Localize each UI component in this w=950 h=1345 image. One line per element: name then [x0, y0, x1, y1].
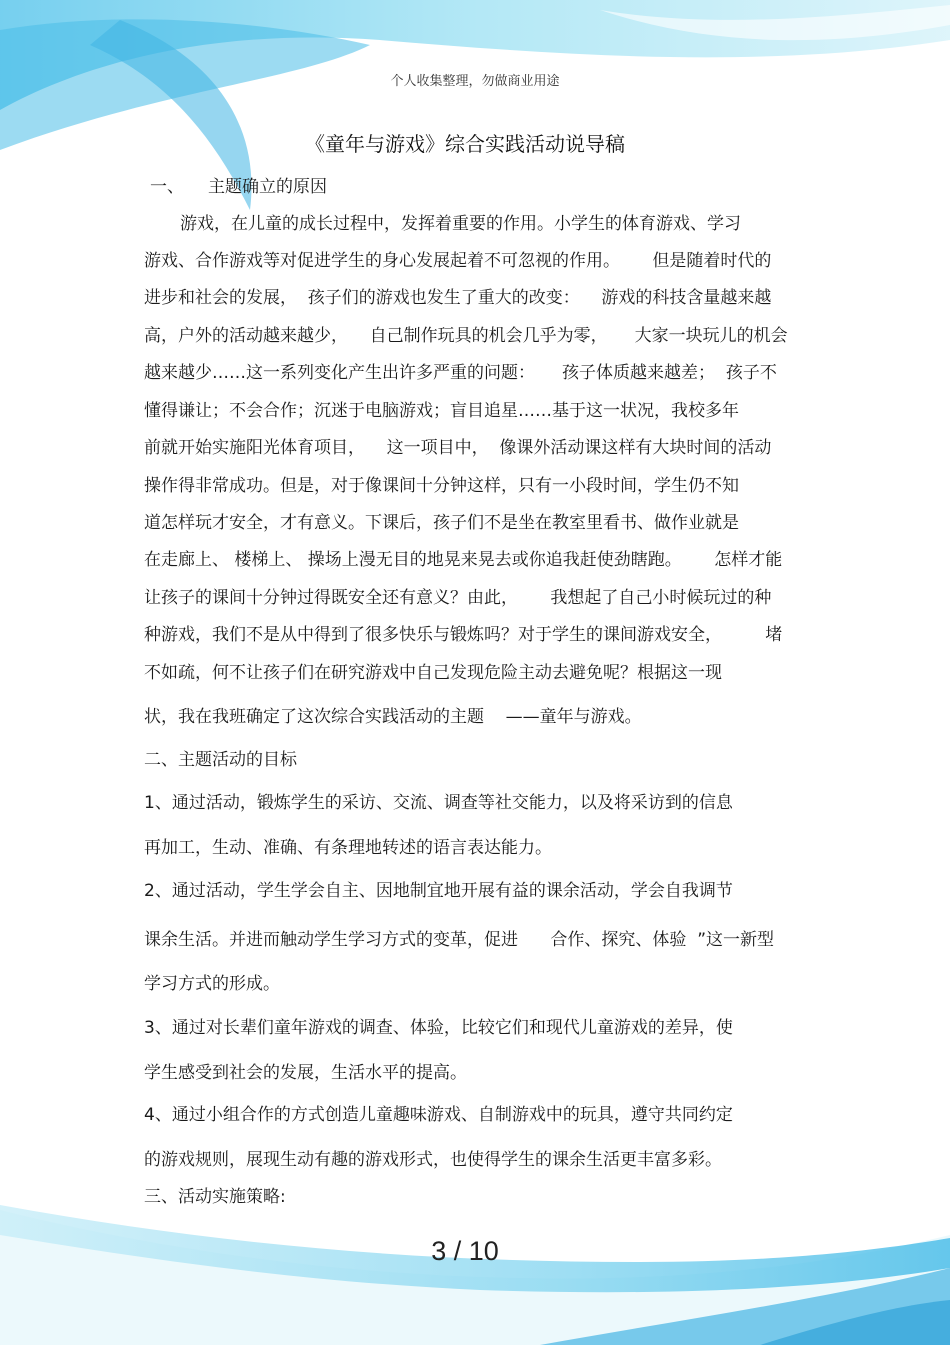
paragraph-line: 让孩子的课间十分钟过得既安全还有意义？由此， 我想起了自己小时候玩过的种: [144, 588, 772, 608]
goal-line: 2、通过活动，学生学会自主、因地制宜地开展有益的课余活动，学会自我调节: [144, 881, 733, 901]
paragraph-line: 越来越少……这一系列变化产生出许多严重的问题： 孩子体质越来越差； 孩子不: [144, 363, 777, 383]
paragraph-line: 进步和社会的发展， 孩子们的游戏也发生了重大的改变： 游戏的科技含量越来越: [144, 288, 772, 308]
goal-line: 1、通过活动，锻炼学生的采访、交流、调查等社交能力，以及将采访到的信息: [144, 793, 733, 813]
section1-heading: 主题确立的原因: [208, 177, 327, 197]
paragraph-line: 种游戏，我们不是从中得到了很多快乐与锻炼吗？对于学生的课间游戏安全， 堵: [144, 625, 783, 645]
goal-line: 4、通过小组合作的方式创造儿童趣味游戏、自制游戏中的玩具，遵守共同约定: [144, 1105, 733, 1125]
watermark-text: 个人收集整理，勿做商业用途: [390, 74, 560, 89]
page-indicator: 3 / 10: [431, 1236, 499, 1266]
section1-number: 一、: [150, 177, 184, 197]
goal-line: 学习方式的形成。: [144, 974, 280, 994]
document-title: 《童年与游戏》综合实践活动说导稿: [305, 132, 625, 156]
paragraph-line: 懂得谦让；不会合作；沉迷于电脑游戏；盲目追星……基于这一状况，我校多年: [144, 401, 739, 421]
paragraph-line: 在走廊上、 楼梯上、 操场上漫无目的地晃来晃去或你追我赶使劲瞎跑。 怎样才能: [144, 550, 783, 570]
goal-line: 再加工，生动、准确、有条理地转述的语言表达能力。: [144, 838, 552, 858]
goal-line: 3、通过对长辈们童年游戏的调查、体验，比较它们和现代儿童游戏的差异，使: [144, 1018, 733, 1038]
goal-line: 课余生活。并进而触动学生学习方式的变革，促进 合作、探究、体验 ”这一新型: [144, 930, 775, 950]
section2-heading: 二、主题活动的目标: [144, 750, 297, 770]
paragraph-line: 操作得非常成功。但是，对于像课间十分钟这样，只有一小段时间，学生仍不知: [144, 476, 739, 496]
paragraph-line: 高，户外的活动越来越少， 自己制作玩具的机会几乎为零， 大家一块玩儿的机会: [144, 326, 788, 346]
section3-heading: 三、活动实施策略:: [144, 1187, 286, 1207]
paragraph-line: 状，我在我班确定了这次综合实践活动的主题 ——童年与游戏。: [144, 707, 642, 727]
goal-line: 的游戏规则，展现生动有趣的游戏形式，也使得学生的课余生活更丰富多彩。: [144, 1150, 722, 1170]
paragraph-line: 道怎样玩才安全，才有意义。下课后，孩子们不是坐在教室里看书、做作业就是: [144, 513, 739, 533]
goal-line: 学生感受到社会的发展，生活水平的提高。: [144, 1063, 467, 1083]
paragraph-line: 前就开始实施阳光体育项目， 这一项目中， 像课外活动课这样有大块时间的活动: [144, 438, 772, 458]
paragraph-line: 游戏、合作游戏等对促进学生的身心发展起着不可忽视的作用。 但是随着时代的: [144, 251, 772, 271]
paragraph-line: 不如疏，何不让孩子们在研究游戏中自己发现危险主动去避免呢？根据这一现: [144, 663, 722, 683]
paragraph-line: 游戏，在儿童的成长过程中，发挥着重要的作用。小学生的体育游戏、学习: [180, 214, 741, 234]
